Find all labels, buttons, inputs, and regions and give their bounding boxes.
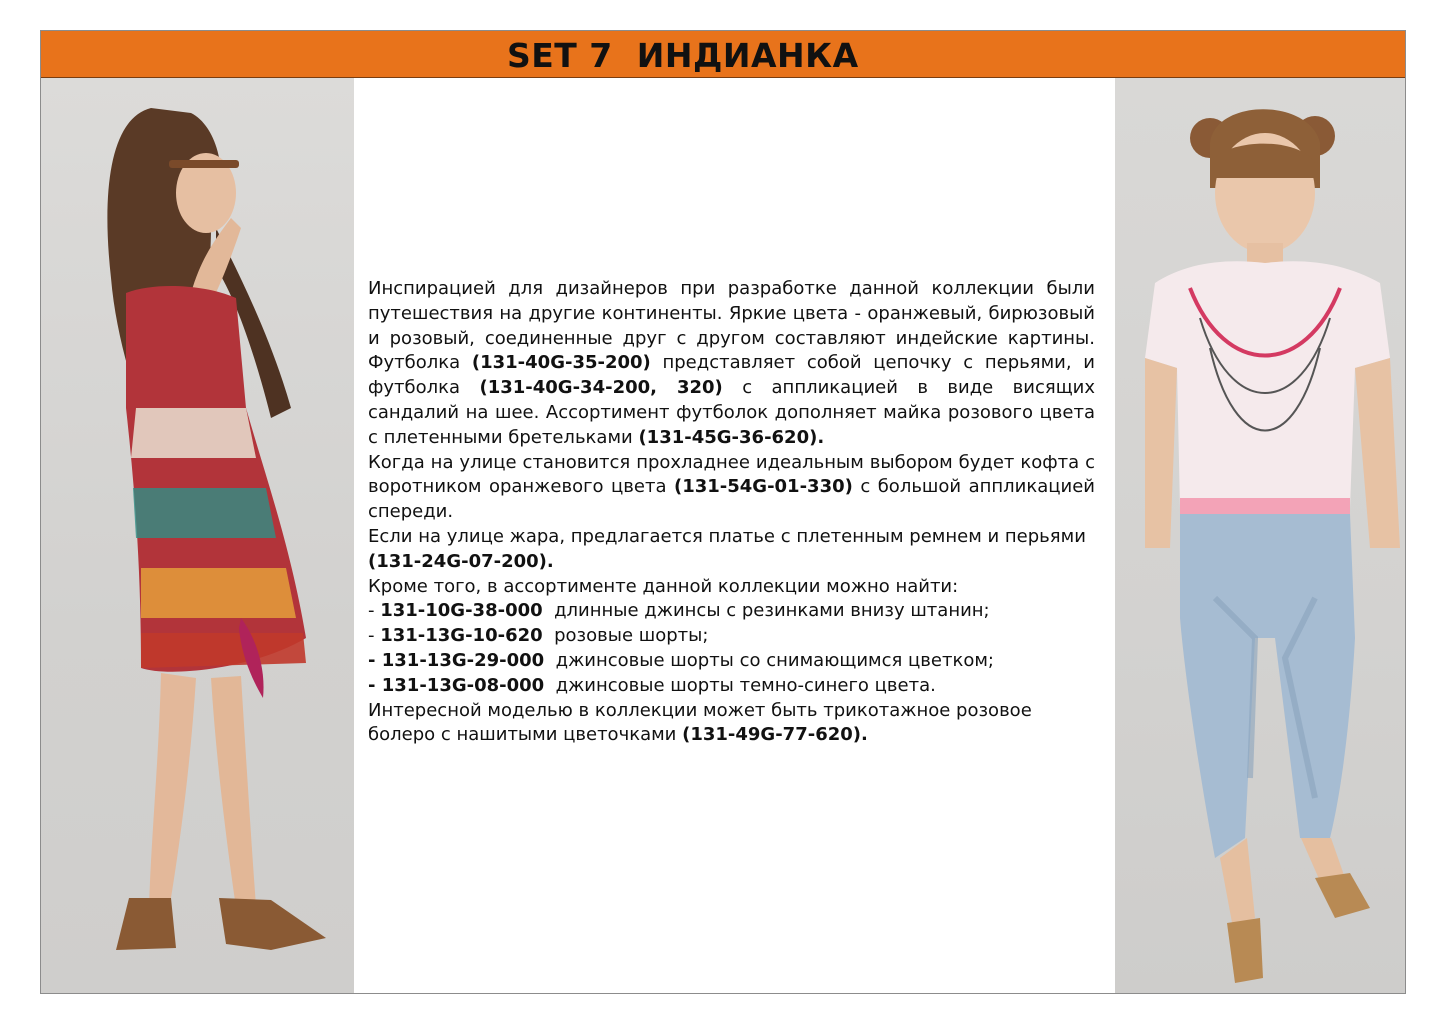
list-item-text: розовые шорты; xyxy=(542,625,709,647)
product-code: 131-10G-38-000 xyxy=(380,600,543,622)
girl-in-white-tshirt-and-jeans-photo xyxy=(1115,78,1406,994)
list-dash: - xyxy=(368,625,381,647)
description-paragraph-cardigan xyxy=(368,451,1095,525)
list-item xyxy=(368,674,1095,699)
list-item-text: джинсовые шорты со снимающимся цветком; xyxy=(544,649,994,671)
bolero-text-1: Интересной моделью в коллекции может быть трикотажное розовое болеро с нашитыми цветочками xyxy=(368,699,1032,746)
page-frame xyxy=(40,30,1406,994)
product-list xyxy=(368,599,1095,698)
intro-text-2: представляет собой цепочку с перьями, и футболка xyxy=(368,352,1095,399)
list-item xyxy=(368,599,1095,624)
list-item-text: длинные джинсы с резинками внизу штанин; xyxy=(542,600,990,622)
dress-model-illustration xyxy=(41,78,354,994)
dress-text-1: Если на улице жара, предлагается платье с плетенным ремнем и перьями xyxy=(368,525,1086,547)
collection-description xyxy=(368,277,1095,748)
description-paragraph-intro xyxy=(368,277,1095,451)
cardigan-text-2: с большой аппликацией спереди. xyxy=(368,476,1095,523)
cardigan-text-1: Когда на улице становится прохладнее идеальным выбором будет кофта с воротником оранжевого цвета xyxy=(368,451,1095,498)
list-item xyxy=(368,649,1095,674)
intro-text-3: с аппликацией в виде висящих сандалий на шее. Ассортимент футболок дополняет майка розового цвета с плетенными бретельками xyxy=(368,377,1095,448)
title-bar xyxy=(41,31,1405,78)
product-code: (131-40G-34-200, 320) xyxy=(479,377,723,399)
product-code: (131-40G-35-200) xyxy=(471,352,651,374)
product-code: 131-13G-10-620 xyxy=(380,625,543,647)
product-code: (131-45G-36-620). xyxy=(638,426,825,448)
list-item-text: джинсовые шорты темно-синего цвета. xyxy=(544,674,936,696)
list-dash: - xyxy=(368,600,381,622)
description-paragraph-bolero xyxy=(368,699,1095,749)
product-code: (131-54G-01-330) xyxy=(673,476,853,498)
list-dash: - xyxy=(368,674,382,696)
product-code: (131-49G-77-620). xyxy=(682,724,868,746)
page-title: SET 7 ИНДИАНКА xyxy=(507,36,859,75)
product-code: 131-13G-08-000 xyxy=(381,674,545,696)
intro-text-1: Инспирацией для дизайнеров при разработке данной коллекции были путешествия на другие континенты. Яркие цвета - оранжевый, бирюзовый и розовый, соединенные друг с другом составляют индейские картины. Футболка xyxy=(368,278,1095,374)
product-code: 131-13G-29-000 xyxy=(381,649,545,671)
product-code: (131-24G-07-200). xyxy=(368,550,554,572)
tshirt-model-illustration xyxy=(1115,78,1406,994)
description-paragraph-dress xyxy=(368,525,1095,575)
girl-in-patterned-dress-photo xyxy=(41,78,354,994)
assortment-text: Кроме того, в ассортименте данной коллекции можно найти: xyxy=(368,575,959,597)
list-dash: - xyxy=(368,649,382,671)
description-paragraph-assortment xyxy=(368,575,1095,600)
list-item xyxy=(368,624,1095,649)
